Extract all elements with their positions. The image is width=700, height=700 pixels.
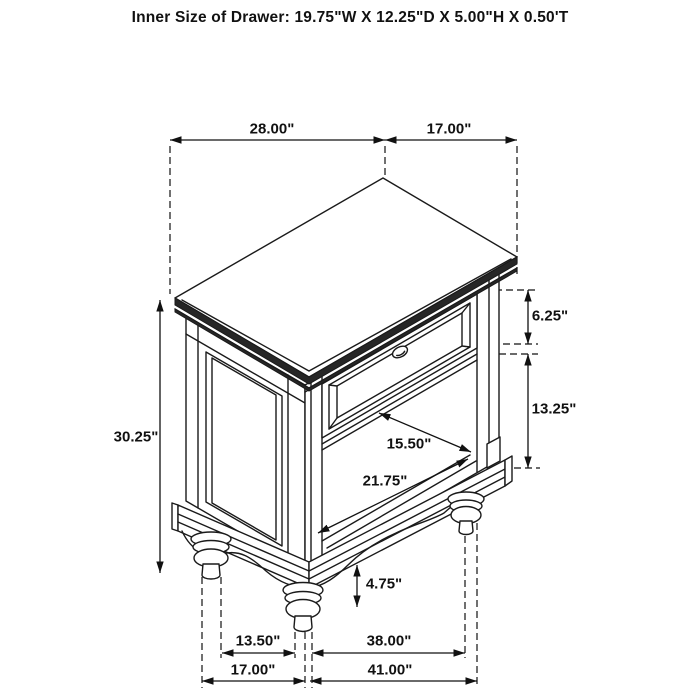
front-leg	[283, 583, 323, 632]
dim-label-shelf-width: 21.75"	[362, 472, 408, 490]
dim-label-base-width: 41.00"	[367, 661, 413, 679]
dim-label-leg-spacing-side: 13.50"	[235, 632, 281, 650]
dim-label-top-width: 28.00"	[249, 120, 295, 138]
left-leg	[191, 532, 231, 579]
page-title: Inner Size of Drawer: 19.75"W X 12.25"D X 5.00"H X 0.50'T	[131, 9, 569, 26]
dim-label-drawer-height: 6.25"	[531, 307, 569, 325]
dim-label-leg-clearance: 4.75"	[365, 575, 403, 593]
dim-label-shelf-depth: 15.50"	[386, 435, 432, 453]
dim-label-base-depth: 17.00"	[230, 661, 276, 679]
dim-label-leg-spacing-front: 38.00"	[366, 632, 412, 650]
dim-label-height: 30.25"	[113, 428, 159, 446]
dim-label-opening-height: 13.25"	[531, 400, 577, 418]
right-leg	[448, 492, 484, 535]
dim-label-top-depth: 17.00"	[426, 120, 472, 138]
